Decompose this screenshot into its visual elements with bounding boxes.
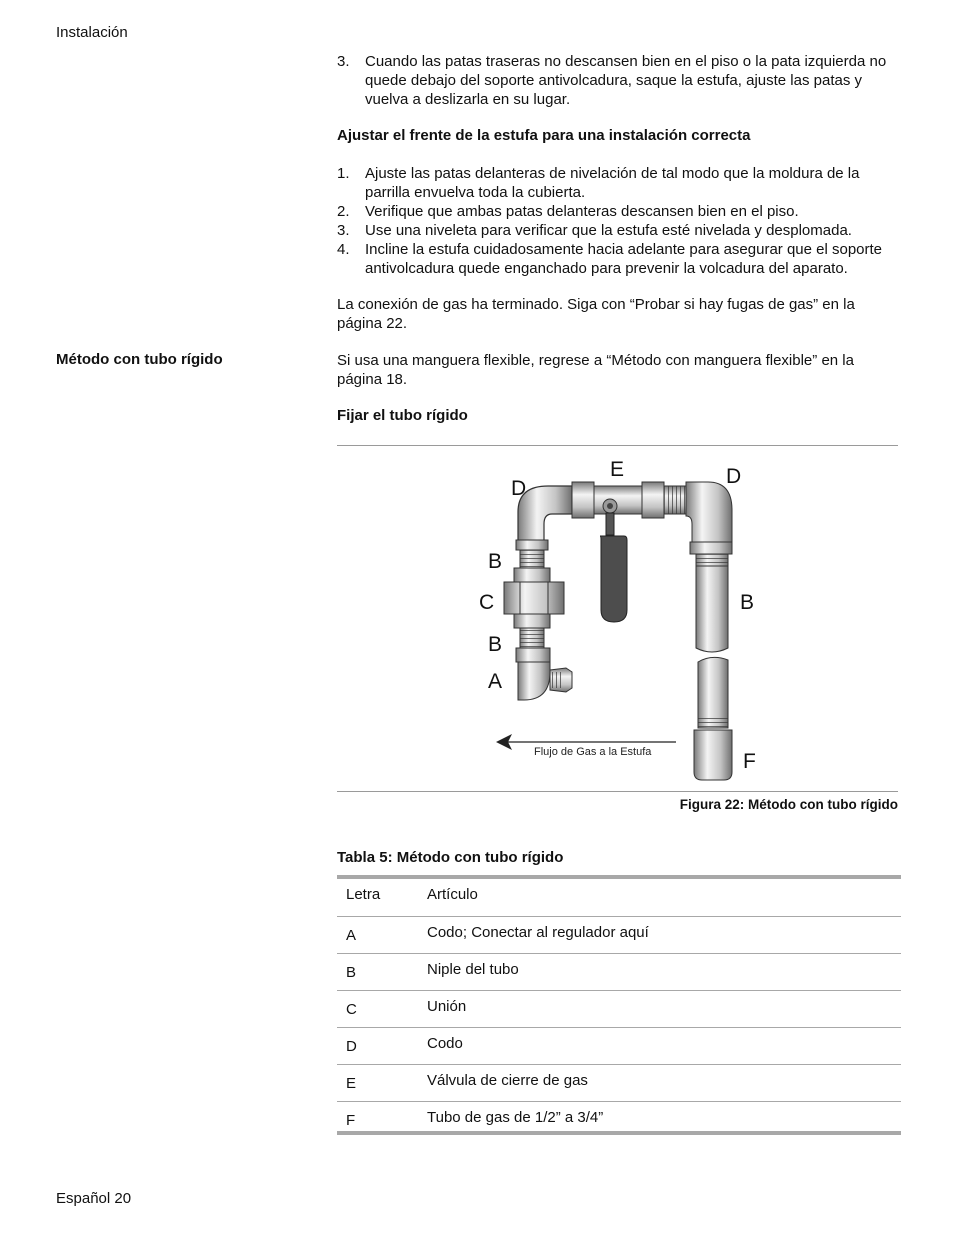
list-item: [337, 202, 901, 221]
table-cell-item: Codo: [427, 1035, 463, 1052]
figure-caption: Figura 22: Método con tubo rígido: [679, 797, 898, 812]
table-header-row: [337, 879, 901, 917]
right-top-nipple: [664, 486, 686, 514]
gas-supply-pipe: [694, 554, 732, 780]
side-heading-rigid-method: Método con tubo rígido: [56, 351, 223, 368]
label-a: A: [488, 670, 503, 693]
label-b-right: B: [740, 591, 755, 614]
table-bottom-border: [337, 1131, 901, 1135]
label-d-right: D: [726, 465, 742, 488]
list-item: [337, 52, 901, 109]
section-heading-front-adjust: Ajustar el frente de la estufa para una instalación correcta: [337, 127, 751, 144]
label-d-left: D: [511, 477, 527, 500]
table-cell-letter: B: [346, 964, 357, 981]
list-item: [337, 221, 901, 240]
table-cell-item: Unión: [427, 998, 467, 1015]
table-row: [337, 916, 901, 954]
page-footer: Español 20: [56, 1190, 132, 1207]
table-cell-letter: C: [346, 1001, 357, 1018]
right-elbow-fitting: [686, 482, 732, 554]
gas-flow-label: Flujo de Gas a la Estufa: [534, 746, 652, 758]
list-item: [337, 240, 901, 278]
step-text: Verifique que ambas patas delanteras descansen bien en el piso.: [365, 203, 799, 220]
rigid-pipe-diagram: [440, 450, 800, 788]
left-upper-nipple: [516, 540, 548, 568]
rigid-intro-paragraph: Si usa una manguera flexible, regrese a “Método con manguera flexible” en la página 18.: [337, 352, 854, 388]
list-item: [337, 164, 901, 202]
left-lower-nipple: [520, 628, 544, 648]
front-adjust-steps: [337, 164, 901, 278]
table-cell-letter: F: [346, 1112, 356, 1129]
elbow-a-fitting: [516, 648, 572, 700]
running-header: Instalación: [56, 24, 128, 41]
table-cell-letter: A: [346, 927, 357, 944]
table-cell-item: Válvula de cierre de gas: [427, 1072, 588, 1089]
label-b-lower: B: [488, 633, 503, 656]
step-number: 1.: [337, 165, 350, 182]
table-cell-item: Tubo de gas de 1/2” a 3/4”: [427, 1109, 604, 1126]
figure-top-rule: [337, 445, 898, 446]
label-b-upper: B: [488, 550, 503, 573]
table-title: Tabla 5: Método con tubo rígido: [337, 849, 564, 866]
step-number: 2.: [337, 203, 350, 220]
table-cell-letter: E: [346, 1075, 357, 1092]
conclusion-paragraph: La conexión de gas ha terminado. Siga con “Probar si hay fugas de gas” en la página 22.: [337, 296, 855, 332]
step-number: 3.: [337, 222, 350, 239]
table-row: [337, 953, 901, 991]
table-row: [337, 1027, 901, 1065]
valve-handle: [600, 536, 627, 622]
step-text: Ajuste las patas delanteras de nivelación de tal modo que la moldura de la parrilla envuelva toda la cubierta.: [365, 165, 860, 201]
column-header-letter: Letra: [346, 886, 381, 903]
table-cell-letter: D: [346, 1038, 357, 1055]
table-cell-item: Codo; Conectar al regulador aquí: [427, 924, 649, 941]
table-row: [337, 990, 901, 1028]
step-text: Incline la estufa cuidadosamente hacia adelante para asegurar que el soporte antivolcadura quede enganchado para prevenir la volcadura del aparato.: [365, 241, 883, 277]
intro-step: [337, 52, 901, 109]
label-c: C: [479, 591, 495, 614]
column-header-item: Artículo: [427, 886, 478, 903]
table-row: [337, 1064, 901, 1102]
step-text: Use una niveleta para verificar que la estufa esté nivelada y desplomada.: [365, 222, 852, 239]
gas-shutoff-valve: [572, 482, 664, 535]
step-text: Cuando las patas traseras no descansen bien en el piso o la pata izquierda no quede debajo del soporte antivolcadura, saque la estufa, ajuste las patas y vuelva a deslizarla en su lugar.: [365, 53, 887, 108]
label-e: E: [610, 458, 625, 481]
table-cell-item: Niple del tubo: [427, 961, 519, 978]
union-fitting: [504, 568, 564, 628]
step-number: 3.: [337, 53, 350, 70]
label-f: F: [743, 750, 756, 773]
step-number: 4.: [337, 241, 350, 258]
subheading-fix-rigid-tube: Fijar el tubo rígido: [337, 407, 468, 424]
figure-bottom-rule: [337, 791, 898, 792]
